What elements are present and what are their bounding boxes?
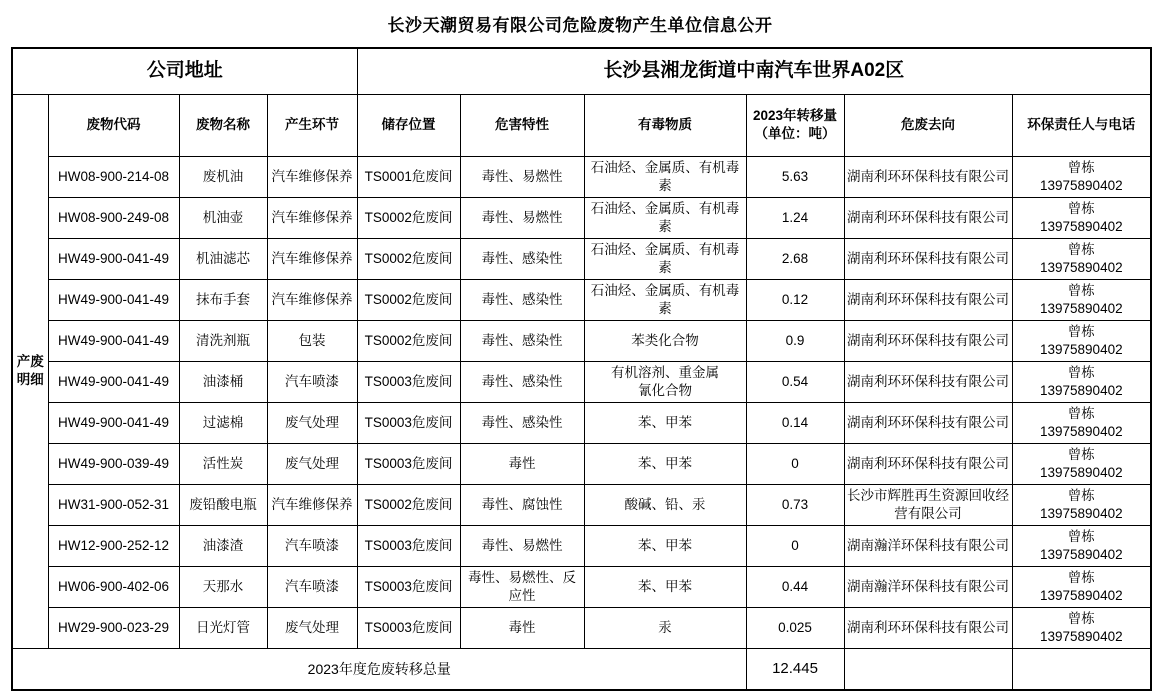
- cell-stage: 废气处理: [267, 402, 357, 443]
- table-row: [12, 238, 1151, 279]
- cell-code: HW31-900-052-31: [48, 484, 179, 525]
- cell-hazard: 毒性、感染性: [460, 238, 584, 279]
- cell-storage: TS0002危废间: [357, 238, 460, 279]
- cell-name: 油漆渣: [179, 525, 267, 566]
- contact-person: 曾栋: [1067, 446, 1095, 462]
- cell-hazard: 毒性: [460, 443, 584, 484]
- contact-person: 曾栋: [1067, 200, 1095, 216]
- cell-code: HW49-900-041-49: [48, 361, 179, 402]
- table-row: [12, 361, 1151, 402]
- contact-person: 曾栋: [1067, 364, 1095, 380]
- cell-destination: 湖南利环环保科技有限公司: [844, 443, 1012, 484]
- cell-name: 抹布手套: [179, 279, 267, 320]
- contact-person: 曾栋: [1067, 323, 1095, 339]
- col-header-destination: 危废去向: [844, 94, 1012, 156]
- col-header-toxic: 有毒物质: [584, 94, 746, 156]
- cell-transfer: 0.12: [746, 279, 844, 320]
- cell-storage: TS0002危废间: [357, 320, 460, 361]
- cell-name: 机油滤芯: [179, 238, 267, 279]
- cell-transfer: 0.73: [746, 484, 844, 525]
- col-header-hazard: 危害特性: [460, 94, 584, 156]
- cell-destination: 湖南利环环保科技有限公司: [844, 279, 1012, 320]
- cell-transfer: 1.24: [746, 197, 844, 238]
- contact-person: 曾栋: [1067, 241, 1095, 257]
- total-row: [12, 648, 1151, 690]
- cell-code: HW08-900-249-08: [48, 197, 179, 238]
- cell-toxic: 苯、甲苯: [584, 443, 746, 484]
- cell-hazard: 毒性、腐蚀性: [460, 484, 584, 525]
- cell-name: 机油壶: [179, 197, 267, 238]
- cell-contact: [1012, 197, 1151, 238]
- cell-contact: [1012, 525, 1151, 566]
- cell-storage: TS0003危废间: [357, 525, 460, 566]
- cell-code: HW49-900-041-49: [48, 279, 179, 320]
- cell-storage: TS0001危废间: [357, 156, 460, 197]
- cell-name: 过滤棉: [179, 402, 267, 443]
- cell-storage: TS0002危废间: [357, 279, 460, 320]
- cell-stage: 废气处理: [267, 443, 357, 484]
- contact-phone: 13975890402: [1040, 259, 1123, 275]
- total-label: 2023年度危废转移总量: [12, 648, 746, 690]
- company-address-row: [12, 48, 1151, 94]
- table-row: [12, 607, 1151, 648]
- cell-contact: [1012, 607, 1151, 648]
- cell-contact: [1012, 156, 1151, 197]
- cell-toxic: 石油烃、金属质、有机毒素: [584, 156, 746, 197]
- cell-stage: 汽车维修保养: [267, 484, 357, 525]
- cell-transfer: 0.9: [746, 320, 844, 361]
- cell-hazard: 毒性、易燃性: [460, 156, 584, 197]
- cell-stage: 汽车喷漆: [267, 566, 357, 607]
- cell-destination: 湖南利环环保科技有限公司: [844, 320, 1012, 361]
- cell-name: 废机油: [179, 156, 267, 197]
- cell-hazard: 毒性: [460, 607, 584, 648]
- cell-transfer: 0: [746, 443, 844, 484]
- cell-contact: [1012, 279, 1151, 320]
- table-row: [12, 566, 1151, 607]
- cell-stage: 汽车维修保养: [267, 238, 357, 279]
- total-empty-contact: [1012, 648, 1151, 690]
- table-row: [12, 197, 1151, 238]
- contact-phone: 13975890402: [1040, 546, 1123, 562]
- cell-storage: TS0003危废间: [357, 566, 460, 607]
- cell-destination: 湖南瀚洋环保科技有限公司: [844, 525, 1012, 566]
- cell-contact: [1012, 402, 1151, 443]
- table-row: [12, 320, 1151, 361]
- cell-hazard: 毒性、感染性: [460, 402, 584, 443]
- cell-transfer: 5.63: [746, 156, 844, 197]
- cell-storage: TS0003危废间: [357, 607, 460, 648]
- cell-destination: 湖南利环环保科技有限公司: [844, 156, 1012, 197]
- cell-toxic: 石油烃、金属质、有机毒素: [584, 238, 746, 279]
- waste-disclosure-table: [11, 47, 1152, 691]
- cell-stage: 汽车喷漆: [267, 361, 357, 402]
- cell-transfer: 0: [746, 525, 844, 566]
- cell-toxic: 苯、甲苯: [584, 525, 746, 566]
- cell-destination: 湖南利环环保科技有限公司: [844, 238, 1012, 279]
- col-header-contact: 环保责任人与电话: [1012, 94, 1151, 156]
- cell-contact: [1012, 238, 1151, 279]
- contact-person: 曾栋: [1067, 405, 1095, 421]
- cell-stage: 废气处理: [267, 607, 357, 648]
- cell-hazard: 毒性、感染性: [460, 320, 584, 361]
- col-header-code: 废物代码: [48, 94, 179, 156]
- cell-code: HW49-900-041-49: [48, 402, 179, 443]
- table-row: [12, 402, 1151, 443]
- contact-phone: 13975890402: [1040, 587, 1123, 603]
- col-header-stage: 产生环节: [267, 94, 357, 156]
- cell-toxic: 苯、甲苯: [584, 402, 746, 443]
- cell-code: HW29-900-023-29: [48, 607, 179, 648]
- cell-contact: [1012, 566, 1151, 607]
- cell-toxic: 苯、甲苯: [584, 566, 746, 607]
- contact-person: 曾栋: [1067, 159, 1095, 175]
- col-header-transfer: 2023年转移量 （单位：吨）: [746, 94, 844, 156]
- cell-name: 天那水: [179, 566, 267, 607]
- cell-stage: 汽车维修保养: [267, 197, 357, 238]
- company-address-label: 公司地址: [12, 48, 357, 94]
- cell-storage: TS0002危废间: [357, 484, 460, 525]
- contact-person: 曾栋: [1067, 528, 1095, 544]
- side-label-waste-detail: 产废明细: [12, 94, 48, 648]
- column-header-row: [12, 94, 1151, 156]
- contact-phone: 13975890402: [1040, 218, 1123, 234]
- cell-hazard: 毒性、易燃性: [460, 197, 584, 238]
- cell-destination: 湖南瀚洋环保科技有限公司: [844, 566, 1012, 607]
- cell-name: 油漆桶: [179, 361, 267, 402]
- cell-destination: 湖南利环环保科技有限公司: [844, 402, 1012, 443]
- table-row: [12, 525, 1151, 566]
- col-header-storage: 储存位置: [357, 94, 460, 156]
- cell-code: HW06-900-402-06: [48, 566, 179, 607]
- contact-phone: 13975890402: [1040, 464, 1123, 480]
- contact-phone: 13975890402: [1040, 423, 1123, 439]
- contact-phone: 13975890402: [1040, 382, 1123, 398]
- company-address-value: 长沙县湘龙街道中南汽车世界A02区: [357, 48, 1151, 94]
- page-title: 长沙天潮贸易有限公司危险废物产生单位信息公开: [387, 16, 773, 35]
- contact-phone: 13975890402: [1040, 505, 1123, 521]
- contact-person: 曾栋: [1067, 487, 1095, 503]
- cell-name: 日光灯管: [179, 607, 267, 648]
- cell-name: 活性炭: [179, 443, 267, 484]
- cell-contact: [1012, 361, 1151, 402]
- cell-transfer: 0.54: [746, 361, 844, 402]
- cell-contact: [1012, 443, 1151, 484]
- cell-stage: 汽车维修保养: [267, 156, 357, 197]
- cell-contact: [1012, 484, 1151, 525]
- cell-storage: TS0003危废间: [357, 361, 460, 402]
- cell-code: HW49-900-041-49: [48, 238, 179, 279]
- cell-name: 废铅酸电瓶: [179, 484, 267, 525]
- contact-phone: 13975890402: [1040, 628, 1123, 644]
- cell-code: HW49-900-039-49: [48, 443, 179, 484]
- cell-toxic: 酸碱、铅、汞: [584, 484, 746, 525]
- cell-transfer: 2.68: [746, 238, 844, 279]
- total-empty-destination: [844, 648, 1012, 690]
- cell-name: 清洗剂瓶: [179, 320, 267, 361]
- table-row: [12, 279, 1151, 320]
- cell-toxic: 汞: [584, 607, 746, 648]
- cell-toxic: 石油烃、金属质、有机毒素: [584, 197, 746, 238]
- contact-phone: 13975890402: [1040, 300, 1123, 316]
- cell-destination: 湖南利环环保科技有限公司: [844, 197, 1012, 238]
- table-row: [12, 484, 1151, 525]
- cell-hazard: 毒性、易燃性、反应性: [460, 566, 584, 607]
- cell-storage: TS0003危废间: [357, 443, 460, 484]
- cell-transfer: 0.025: [746, 607, 844, 648]
- total-value: 12.445: [746, 648, 844, 690]
- cell-transfer: 0.44: [746, 566, 844, 607]
- cell-transfer: 0.14: [746, 402, 844, 443]
- cell-storage: TS0002危废间: [357, 197, 460, 238]
- cell-stage: 包装: [267, 320, 357, 361]
- cell-code: HW12-900-252-12: [48, 525, 179, 566]
- cell-storage: TS0003危废间: [357, 402, 460, 443]
- table-row: [12, 443, 1151, 484]
- cell-destination: 湖南利环环保科技有限公司: [844, 361, 1012, 402]
- cell-stage: 汽车维修保养: [267, 279, 357, 320]
- cell-toxic: 石油烃、金属质、有机毒素: [584, 279, 746, 320]
- contact-person: 曾栋: [1067, 282, 1095, 298]
- contact-person: 曾栋: [1067, 569, 1095, 585]
- col-header-name: 废物名称: [179, 94, 267, 156]
- cell-hazard: 毒性、易燃性: [460, 525, 584, 566]
- cell-stage: 汽车喷漆: [267, 525, 357, 566]
- contact-phone: 13975890402: [1040, 341, 1123, 357]
- cell-code: HW08-900-214-08: [48, 156, 179, 197]
- contact-person: 曾栋: [1067, 610, 1095, 626]
- cell-toxic: 苯类化合物: [584, 320, 746, 361]
- cell-toxic: 有机溶剂、重金属 氰化合物: [584, 361, 746, 402]
- table-row: [12, 156, 1151, 197]
- contact-phone: 13975890402: [1040, 177, 1123, 193]
- cell-hazard: 毒性、感染性: [460, 361, 584, 402]
- cell-hazard: 毒性、感染性: [460, 279, 584, 320]
- cell-destination: 湖南利环环保科技有限公司: [844, 607, 1012, 648]
- cell-destination: 长沙市辉胜再生资源回收经营有限公司: [844, 484, 1012, 525]
- cell-code: HW49-900-041-49: [48, 320, 179, 361]
- cell-contact: [1012, 320, 1151, 361]
